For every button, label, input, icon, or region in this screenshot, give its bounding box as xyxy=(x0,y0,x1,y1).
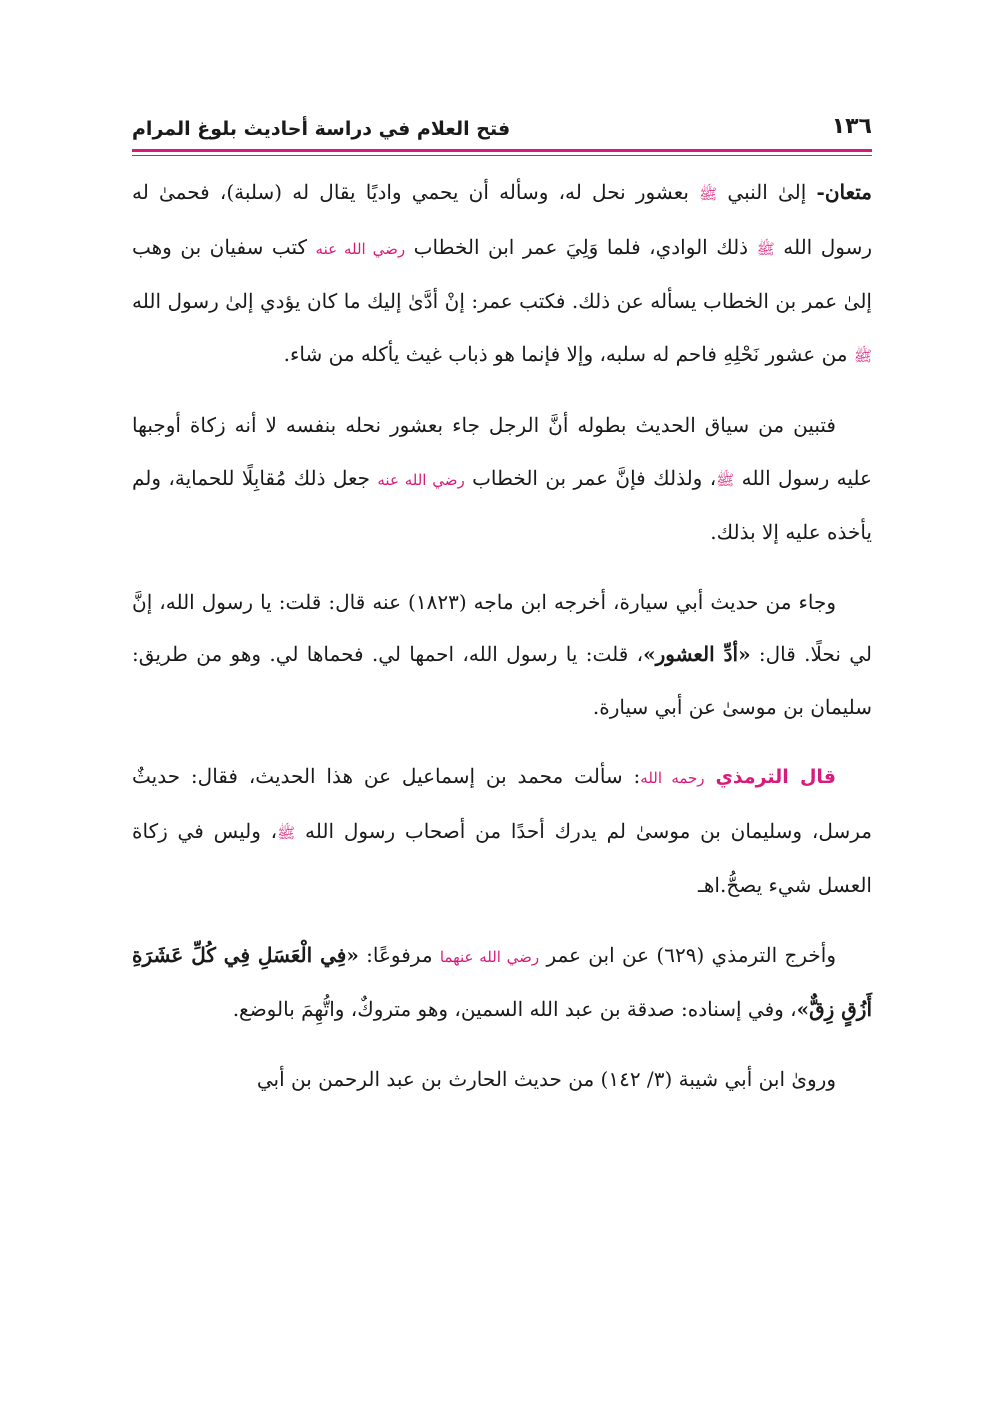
hadith-quote: «أدِّ العشور» xyxy=(643,642,751,666)
hadith-quote: «فِي الْعَسَلِ فِي كُلِّ عَشَرَةِ أَزُقٍ زِقٌّ» xyxy=(132,942,872,1021)
text-segment: من عشور نَحْلِهِ فاحم له سلبه، وإلا فإنما هو ذباب غيث يأكله من شاء. xyxy=(283,341,854,366)
page-number: ١٣٦ xyxy=(831,114,872,139)
paragraph-6 xyxy=(132,1053,872,1106)
page-header xyxy=(132,108,872,152)
salla-honorific-icon: ﷺ xyxy=(853,346,872,365)
text-segment: مرفوعًا: xyxy=(358,942,440,967)
text-segment: جعل ذلك مُقابِلًا للحماية، ولم يأخذه عليه إلا بذلك. xyxy=(132,465,872,544)
text-segment: وجاء من حديث أبي سيارة، أخرجه ابن ماجه (١٨٢٣) عنه قال: قلت: يا رسول الله، إنَّ لي نحلًا. قال: xyxy=(132,589,872,666)
text-segment: إلىٰ النبي xyxy=(717,180,817,204)
header-rule-thin xyxy=(132,155,872,156)
text-segment: ، وفي إسناده: صدقة بن عبد الله السمين، وهو متروكٌ، واتُّهِمَ بالوضع. xyxy=(232,997,797,1021)
paragraph-2 xyxy=(132,399,872,559)
running-title: فتح العلام في دراسة أحاديث بلوغ المرام xyxy=(132,118,511,140)
rahimahu-honorific-icon: رحمه الله xyxy=(640,769,705,787)
text-segment: ورویٰ ابن أبي شيبة (٣/ ١٤٢) من حديث الحارث بن عبد الرحمن بن أبي xyxy=(256,1066,836,1091)
text-segment: ، قلت: يا رسول الله، احمها لي. فحماها لي. وهو من طريق: سليمان بن موسىٰ عن أبي سيارة. xyxy=(132,642,872,719)
text-segment: فتبين من سياق الحديث بطوله أنَّ الرجل جاء بعشور نحله بنفسه لا أنه زكاة أوجبها عليه رسول الله xyxy=(132,413,872,490)
text-segment: ذلك الوادي، فلما وَلِيَ عمر ابن الخطاب xyxy=(405,234,757,259)
salla-honorific-icon: ﷺ xyxy=(756,239,775,258)
salla-honorific-icon: ﷺ xyxy=(277,823,296,842)
paragraph-1 xyxy=(132,166,872,382)
text-segment: ، وليس في زكاة العسل شيء يصحُّ.اهـ xyxy=(132,818,872,897)
radiya-honorific-icon: رضي الله عنه xyxy=(377,470,465,489)
header-rule-thick xyxy=(132,149,872,152)
text-segment: بعشور نحل له، وسأله أن يحمي واديًا يقال له (سلبة)، فحمىٰ له رسول الله xyxy=(132,180,872,259)
paragraph-5 xyxy=(132,929,872,1036)
paragraph-4 xyxy=(132,750,872,912)
speaker-label: قال الترمذي xyxy=(715,766,836,788)
text-segment: وأخرج الترمذي (٦٢٩) عن ابن عمر xyxy=(539,942,836,967)
text-segment: ، ولذلك فإنَّ عمر بن الخطاب xyxy=(464,465,717,490)
paragraph-3 xyxy=(132,576,872,734)
radiya-honorific-icon: رضي الله عنه xyxy=(315,239,406,258)
body-text xyxy=(132,166,872,1122)
text-segment: كتب سفيان بن وهب إلىٰ عمر بن الخطاب يسأله عن ذلك. فكتب عمر: إنْ أدَّىٰ إليك ما كان يؤدي إلىٰ رسول الله xyxy=(132,234,872,313)
radiya-dual-honorific-icon: رضي الله عنهما xyxy=(439,947,540,966)
salla-honorific-icon: ﷺ xyxy=(699,185,718,203)
text-segment: : سألت محمد بن إسماعيل عن هذا الحديث، فقال: حديثٌ مرسل، وسليمان بن موسىٰ لم يدرك أحدًا من أصحاب رسول الله xyxy=(132,764,872,843)
lead-word: متعان- xyxy=(816,180,872,204)
salla-honorific-icon: ﷺ xyxy=(716,470,735,489)
